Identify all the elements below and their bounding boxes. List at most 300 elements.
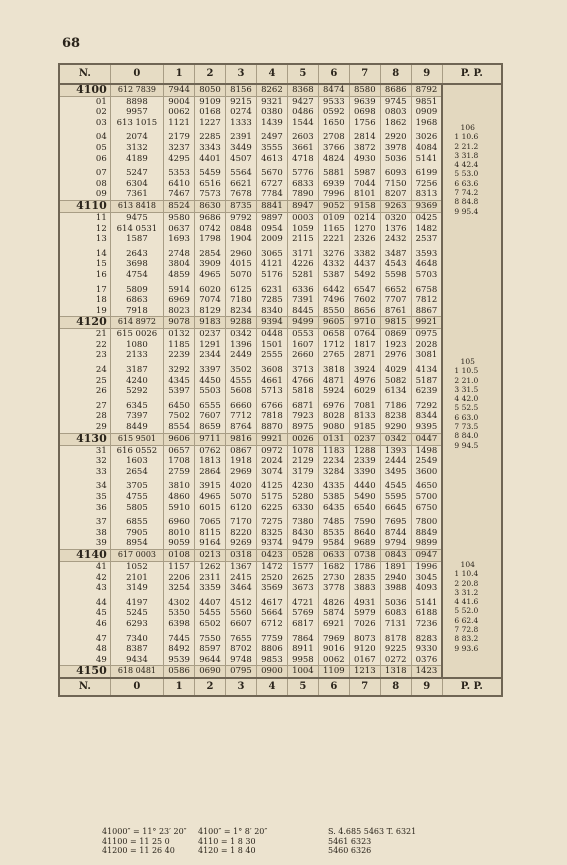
mantissa-cell: 7707	[380, 295, 411, 306]
mantissa-cell: 9120	[349, 644, 380, 655]
mantissa-cell: 8630	[195, 200, 226, 212]
pp-line	[447, 441, 478, 450]
mantissa-cell: 9710	[349, 317, 380, 329]
mantissa-cell: 5503	[195, 386, 226, 401]
mantissa-cell: 3171	[287, 249, 318, 260]
mantissa-cell: 0380	[256, 107, 287, 118]
mantissa-cell: 0214	[349, 212, 380, 223]
mantissa-cell: 8129	[195, 306, 226, 317]
mantissa-cell: 5141	[411, 154, 442, 169]
mantissa-cell: 5247	[110, 168, 163, 179]
table-row	[59, 212, 502, 223]
mantissa-cell: 3713	[287, 365, 318, 376]
mantissa-cell: 1862	[380, 118, 411, 133]
row-number: 29	[59, 422, 110, 433]
mantissa-cell: 4617	[256, 598, 287, 609]
mantissa-cell: 9004	[164, 96, 195, 107]
mantissa-cell: 7678	[226, 189, 257, 200]
mantissa-cell: 9853	[256, 655, 287, 666]
mantissa-cell: 3149	[110, 583, 163, 598]
mantissa-cell: 8898	[110, 96, 163, 107]
mantissa-cell: 9164	[195, 538, 226, 549]
mantissa-cell: 2221	[318, 234, 349, 249]
mantissa-cell: 4020	[226, 481, 257, 492]
row-number: 13	[59, 234, 110, 249]
mantissa-cell: 0376	[411, 655, 442, 666]
mantissa-cell: 6345	[110, 401, 163, 412]
pp-digit: 2	[454, 141, 460, 151]
mantissa-cell: 2969	[226, 467, 257, 482]
column-header: 4	[256, 678, 287, 696]
pp-line	[447, 403, 478, 412]
mantissa-cell: 2179	[164, 132, 195, 143]
mantissa-cell: 4965	[195, 492, 226, 503]
footer-constants	[58, 827, 503, 856]
mantissa-cell: 0690	[195, 666, 226, 678]
mantissa-cell: 7944	[164, 84, 195, 96]
mantissa-cell: 6435	[318, 503, 349, 518]
table-row	[59, 619, 502, 634]
mantissa-cell: 617 0003	[110, 549, 163, 561]
row-number: 27	[59, 401, 110, 412]
mantissa-cell: 7607	[195, 411, 226, 422]
pp-digit: 4	[454, 394, 460, 404]
mantissa-cell: 8073	[349, 634, 380, 645]
mantissa-cell: 5281	[287, 270, 318, 285]
mantissa-cell: 9078	[164, 317, 195, 329]
table-row	[59, 259, 502, 270]
mantissa-cell: 0637	[164, 224, 195, 235]
pp-value: 73.5	[461, 422, 479, 432]
mantissa-cell: 9921	[411, 317, 442, 329]
row-number: 43	[59, 583, 110, 598]
pp-digit: 7	[454, 625, 460, 635]
mantissa-cell: 7996	[318, 189, 349, 200]
table-row	[59, 154, 502, 169]
mantissa-cell: 8430	[287, 528, 318, 539]
mantissa-cell: 4226	[287, 259, 318, 270]
mantissa-cell: 9851	[411, 96, 442, 107]
pp-line	[447, 394, 478, 403]
pp-value: 10.5	[461, 366, 479, 376]
mantissa-cell: 6871	[287, 401, 318, 412]
mantissa-cell: 6336	[287, 285, 318, 296]
mantissa-cell: 9080	[318, 422, 349, 433]
mantissa-cell: 6660	[226, 401, 257, 412]
mantissa-cell: 2449	[226, 350, 257, 365]
mantissa-cell: 8870	[256, 422, 287, 433]
mantissa-cell: 4613	[256, 154, 287, 169]
mantissa-cell: 3502	[226, 365, 257, 376]
mantissa-cell: 1756	[349, 118, 380, 133]
mantissa-cell: 2129	[287, 456, 318, 467]
mantissa-cell: 4407	[195, 598, 226, 609]
mantissa-cell: 8806	[256, 644, 287, 655]
mantissa-cell: 0167	[349, 655, 380, 666]
mantissa-cell: 0237	[349, 433, 380, 445]
mantissa-cell: 4450	[195, 376, 226, 387]
mantissa-cell: 3359	[195, 583, 226, 598]
pp-line	[447, 616, 478, 625]
mantissa-cell: 0425	[411, 212, 442, 223]
mantissa-cell: 3883	[349, 583, 380, 598]
mantissa-cell: 6750	[411, 503, 442, 518]
mantissa-cell: 5564	[226, 168, 257, 179]
mantissa-cell: 7818	[256, 411, 287, 422]
pp-value: 84.8	[461, 197, 479, 207]
mantissa-cell: 1603	[110, 456, 163, 467]
pp-line	[447, 569, 478, 578]
mantissa-cell: 2520	[256, 573, 287, 584]
mantissa-cell: 0947	[411, 549, 442, 561]
mantissa-cell: 8474	[318, 84, 349, 96]
mantissa-cell: 1121	[164, 118, 195, 133]
mantissa-cell: 0108	[164, 549, 195, 561]
mantissa-cell: 9899	[411, 538, 442, 549]
mantissa-cell: 9183	[195, 317, 226, 329]
mantissa-cell: 3397	[195, 365, 226, 376]
pp-digit: 4	[454, 160, 460, 170]
row-number: 01	[59, 96, 110, 107]
mantissa-cell: 6652	[380, 285, 411, 296]
column-header: 6	[318, 64, 349, 84]
mantissa-cell: 8449	[110, 422, 163, 433]
mantissa-cell: 8220	[226, 528, 257, 539]
mantissa-cell: 3988	[380, 583, 411, 598]
mantissa-cell: 3600	[411, 467, 442, 482]
mantissa-cell: 1109	[318, 666, 349, 678]
pp-value: 74.2	[461, 188, 479, 198]
mantissa-cell: 0658	[318, 329, 349, 340]
pp-line	[447, 413, 478, 422]
mantissa-cell: 1227	[195, 118, 226, 133]
mantissa-cell: 5809	[110, 285, 163, 296]
table-row	[59, 411, 502, 422]
mantissa-cell: 0342	[380, 433, 411, 445]
table-row	[59, 583, 502, 598]
mantissa-cell: 6817	[287, 619, 318, 634]
mantissa-cell: 7655	[226, 634, 257, 645]
mantissa-cell: 5979	[349, 608, 380, 619]
mantissa-cell: 1333	[226, 118, 257, 133]
mantissa-cell: 0132	[164, 329, 195, 340]
mantissa-cell: 9580	[164, 212, 195, 223]
mantissa-cell: 5776	[287, 168, 318, 179]
mantissa-cell: 0448	[256, 329, 287, 340]
mantissa-cell: 8640	[349, 528, 380, 539]
mantissa-cell: 4661	[256, 376, 287, 387]
mantissa-cell: 2311	[195, 573, 226, 584]
mantissa-cell: 9748	[226, 655, 257, 666]
mantissa-cell: 9539	[164, 655, 195, 666]
mantissa-cell: 0213	[195, 549, 226, 561]
row-number: 06	[59, 154, 110, 169]
mantissa-cell: 3254	[164, 583, 195, 598]
mantissa-cell: 7150	[380, 179, 411, 190]
pp-line	[447, 579, 478, 588]
mantissa-cell: 4824	[318, 154, 349, 169]
mantissa-cell: 8764	[226, 422, 257, 433]
mantissa-cell: 2444	[380, 456, 411, 467]
mantissa-cell: 618 0481	[110, 666, 163, 678]
table-row	[59, 224, 502, 235]
mantissa-cell: 5703	[411, 270, 442, 285]
mantissa-cell: 2028	[411, 340, 442, 351]
mantissa-cell: 6134	[380, 386, 411, 401]
mantissa-cell: 4755	[110, 492, 163, 503]
mantissa-cell: 0975	[411, 329, 442, 340]
pp-value: 31.8	[461, 150, 479, 160]
mantissa-cell: 8554	[164, 422, 195, 433]
pp-digit: 6	[454, 178, 460, 188]
table-row	[59, 118, 502, 133]
mantissa-cell: 7800	[411, 517, 442, 528]
mantissa-cell: 9185	[349, 422, 380, 433]
pp-difference: 104	[460, 560, 475, 569]
mantissa-cell: 5070	[226, 492, 257, 503]
mantissa-cell: 3132	[110, 143, 163, 154]
mantissa-cell: 1501	[256, 340, 287, 351]
mantissa-cell: 2432	[380, 234, 411, 249]
mantissa-cell: 0272	[380, 655, 411, 666]
column-header: 0	[110, 64, 163, 84]
mantissa-cell: 9584	[318, 538, 349, 549]
pp-line	[447, 151, 478, 160]
footer-arc: 4110 = 1 8 30	[198, 836, 256, 846]
mantissa-cell: 9290	[380, 422, 411, 433]
row-number: 04	[59, 132, 110, 143]
mantissa-cell: 1183	[318, 445, 349, 456]
mantissa-cell: 2415	[226, 573, 257, 584]
mantissa-cell: 1817	[349, 340, 380, 351]
mantissa-cell: 0003	[287, 212, 318, 223]
mantissa-cell: 7496	[318, 295, 349, 306]
pp-value: 41.6	[461, 597, 479, 607]
mantissa-cell: 7081	[349, 401, 380, 412]
mantissa-cell: 7391	[287, 295, 318, 306]
pp-line	[447, 142, 478, 151]
footer-arc-seconds: 41000″ = 11° 23′ 20″	[102, 827, 187, 836]
mantissa-cell: 5713	[256, 386, 287, 401]
pp-line	[447, 207, 478, 216]
mantissa-cell: 3179	[287, 467, 318, 482]
mantissa-cell: 8133	[349, 411, 380, 422]
mantissa-cell: 2115	[287, 234, 318, 249]
mantissa-cell: 7186	[380, 401, 411, 412]
mantissa-cell: 4965	[195, 270, 226, 285]
mantissa-cell: 5595	[380, 492, 411, 503]
footer-st: 5460 6326	[328, 846, 372, 855]
mantissa-cell: 6029	[349, 386, 380, 401]
mantissa-cell: 4345	[164, 376, 195, 387]
mantissa-cell: 5385	[318, 492, 349, 503]
mantissa-cell: 3909	[195, 259, 226, 270]
mantissa-cell: 7236	[411, 619, 442, 634]
mantissa-cell: 9689	[349, 538, 380, 549]
mantissa-cell: 4125	[256, 481, 287, 492]
pp-value: 31.5	[461, 384, 479, 394]
row-number: 03	[59, 118, 110, 133]
mantissa-cell: 9639	[349, 96, 380, 107]
mantissa-cell: 8492	[164, 644, 195, 655]
mantissa-cell: 8792	[411, 84, 442, 96]
mantissa-cell: 4543	[380, 259, 411, 270]
row-number: 44	[59, 598, 110, 609]
row-number: 4110	[59, 200, 110, 212]
mantissa-cell: 0657	[164, 445, 195, 456]
proportional-parts-block	[443, 357, 478, 450]
pp-line	[447, 160, 478, 169]
mantissa-cell: 7550	[195, 634, 226, 645]
pp-digit: 5	[454, 403, 460, 413]
table-row	[59, 528, 502, 539]
mantissa-cell: 7695	[380, 517, 411, 528]
mantissa-cell: 1185	[164, 340, 195, 351]
mantissa-cell: 1376	[380, 224, 411, 235]
column-header: P. P.	[442, 64, 502, 84]
pp-value: 83.2	[461, 634, 479, 644]
mantissa-cell: 9745	[380, 96, 411, 107]
row-number: 11	[59, 212, 110, 223]
mantissa-cell: 5664	[256, 608, 287, 619]
row-number: 36	[59, 503, 110, 518]
mantissa-cell: 0843	[380, 549, 411, 561]
pp-digit: 9	[454, 643, 460, 653]
row-number: 4130	[59, 433, 110, 445]
mantissa-cell: 4121	[256, 259, 287, 270]
footer-arc: 4100″ = 1° 8′ 20″	[198, 827, 268, 836]
mantissa-cell: 3661	[287, 143, 318, 154]
mantissa-cell: 7812	[411, 295, 442, 306]
row-number: 4100	[59, 84, 110, 96]
mantissa-cell: 0109	[318, 212, 349, 223]
mantissa-cell: 1393	[380, 445, 411, 456]
column-header: 0	[110, 678, 163, 696]
mantissa-cell: 9394	[256, 317, 287, 329]
pp-value: 95.4	[461, 206, 479, 216]
mantissa-cell: 8050	[195, 84, 226, 96]
mantissa-cell: 5082	[380, 376, 411, 387]
mantissa-cell: 8841	[256, 200, 287, 212]
mantissa-cell: 2871	[349, 350, 380, 365]
pp-value: 94.5	[461, 440, 479, 450]
table-row	[59, 143, 502, 154]
mantissa-cell: 5292	[110, 386, 163, 401]
pp-value: 63.6	[461, 178, 479, 188]
mantissa-cell: 9792	[226, 212, 257, 223]
table-row	[59, 422, 502, 433]
row-number: 22	[59, 340, 110, 351]
mantissa-cell: 3487	[380, 249, 411, 260]
mantissa-cell: 0553	[287, 329, 318, 340]
mantissa-cell: 2748	[164, 249, 195, 260]
mantissa-cell: 2497	[256, 132, 287, 143]
footer-arc-seconds: 41200 = 11 26 40	[102, 846, 175, 855]
pp-line	[447, 366, 478, 375]
mantissa-cell: 1498	[411, 445, 442, 456]
mantissa-cell: 6516	[195, 179, 226, 190]
pp-digit: 9	[454, 206, 460, 216]
mantissa-cell: 6120	[226, 503, 257, 518]
mantissa-cell: 9897	[256, 212, 287, 223]
table-row	[59, 634, 502, 645]
table-row	[59, 179, 502, 190]
table-row	[59, 655, 502, 666]
mantissa-cell: 7340	[110, 634, 163, 645]
pp-digit: 1	[454, 569, 460, 579]
pp-digit: 5	[454, 169, 460, 179]
pp-line	[447, 597, 478, 606]
table-row	[59, 306, 502, 317]
mantissa-cell: 4859	[164, 270, 195, 285]
row-number: 18	[59, 295, 110, 306]
mantissa-cell: 3284	[318, 467, 349, 482]
column-header: N.	[59, 64, 110, 84]
mantissa-cell: 5036	[380, 598, 411, 609]
row-number: 37	[59, 517, 110, 528]
mantissa-cell: 6540	[349, 503, 380, 518]
table-row	[59, 96, 502, 107]
mantissa-cell: 3464	[226, 583, 257, 598]
pp-digit: 5	[454, 606, 460, 616]
mantissa-cell: 2864	[195, 467, 226, 482]
table-row	[59, 467, 502, 482]
pp-value: 20.8	[461, 578, 479, 588]
mantissa-cell: 2814	[349, 132, 380, 143]
mantissa-cell: 7044	[349, 179, 380, 190]
mantissa-cell: 1078	[287, 445, 318, 456]
mantissa-cell: 1798	[195, 234, 226, 249]
pp-value: 31.2	[461, 587, 479, 597]
mantissa-cell: 5036	[380, 154, 411, 169]
mantissa-cell: 8283	[411, 634, 442, 645]
mantissa-cell: 6960	[164, 517, 195, 528]
table-row	[59, 376, 502, 387]
mantissa-cell: 8325	[256, 528, 287, 539]
mantissa-cell: 2835	[349, 573, 380, 584]
mantissa-cell: 8028	[318, 411, 349, 422]
mantissa-cell: 2643	[110, 249, 163, 260]
pp-value: 84.0	[461, 431, 479, 441]
table-row	[59, 107, 502, 118]
mantissa-cell: 9533	[318, 96, 349, 107]
pp-line	[447, 385, 478, 394]
mantissa-cell: 4545	[380, 481, 411, 492]
table-row	[59, 644, 502, 655]
mantissa-cell: 3673	[287, 583, 318, 598]
mantissa-cell: 4754	[110, 270, 163, 285]
mantissa-cell: 0320	[380, 212, 411, 223]
mantissa-cell: 0848	[226, 224, 257, 235]
mantissa-cell: 8101	[349, 189, 380, 200]
mantissa-cell: 1423	[411, 666, 442, 678]
mantissa-cell: 9475	[110, 212, 163, 223]
page-number: 68	[62, 36, 81, 51]
mantissa-cell: 3804	[164, 259, 195, 270]
mantissa-cell: 3074	[256, 467, 287, 482]
row-number: 33	[59, 467, 110, 482]
mantissa-cell: 4860	[164, 492, 195, 503]
mantissa-cell: 7361	[110, 189, 163, 200]
mantissa-cell: 8975	[287, 422, 318, 433]
mantissa-cell: 1650	[318, 118, 349, 133]
column-header: 8	[380, 64, 411, 84]
mantissa-cell: 5818	[287, 386, 318, 401]
mantissa-cell: 6921	[318, 619, 349, 634]
mantissa-cell: 6442	[318, 285, 349, 296]
mantissa-cell: 1587	[110, 234, 163, 249]
table-row	[59, 561, 502, 572]
